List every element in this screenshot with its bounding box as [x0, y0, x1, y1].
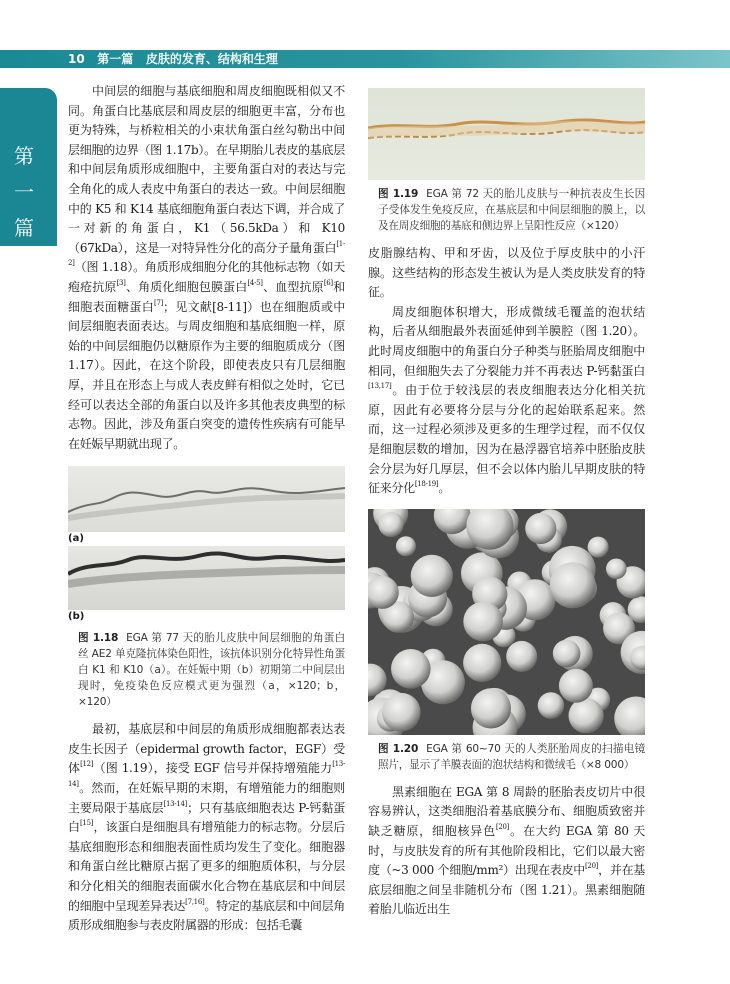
sem-vesicle	[411, 555, 453, 597]
caption-text	[378, 188, 645, 232]
figure-1-18-caption	[60, 630, 345, 710]
citation: [18-19]	[414, 480, 439, 489]
text-run: 、血型抗原	[262, 279, 324, 294]
citation: [13-14]	[68, 760, 346, 789]
text-run: 最初，基底层和中间层的角质形成细胞都表达表皮生长因子（epidermal growth factor，EGF）受体	[68, 722, 345, 776]
text-run: 。在大约 EGA 第 80 天时，与皮肤发育的所有其他阶段相比，它们以最大密度（~3 000 个细胞/mm²）出现在表皮中	[368, 823, 645, 878]
text-run: 。由于位于较浅层的表皮细胞表达分化相关抗原，因此有必要将分层与分化的起始联系起来。然而，这一过程必须涉及更多的生理学过程，而不仅仅是细胞层数的增加，因为在悬浮器官培养中胚胎皮肤会分层为好几厚层，但不会以体内胎儿早期皮肤的特征来分化	[368, 383, 645, 496]
part-label: 第一篇	[97, 52, 134, 66]
figure-1-19-caption	[360, 186, 645, 234]
caption-number: 图 1.18	[78, 632, 119, 645]
sem-vesicle	[525, 513, 556, 544]
caption-number: 图 1.19	[378, 188, 419, 200]
right-column	[368, 88, 645, 920]
text-run: 、角质化细胞包膜蛋白	[125, 279, 248, 294]
text-run: （图 1.19），接受 EGF 信号并保持增殖能力	[93, 761, 333, 776]
citation: [12]	[80, 760, 94, 769]
citation: [6]	[323, 278, 333, 287]
sem-vesicle	[550, 562, 596, 608]
sem-vesicle	[538, 692, 564, 718]
text-run: 中间层的细胞与基底细胞和周皮细胞既相似又不同。角蛋白比基底层和周皮层的细胞更丰富，分布也更为特殊，与桥粒相关的小束状角蛋白丝勾勒出中间层细胞的边界（图 1.17b）。在早期胎儿表皮的基底层和中间层角质形成细胞中，主要角蛋白对的表达与完全角化的成人表皮中角蛋白的表达一致。中间层细胞中的 K5 和 K14 基底细胞角蛋白表达下调，并合成了一对新的角蛋白，K1（56.5kDa）和 K10（67kDa），这是一对特异性分化的高分子量角蛋白	[68, 84, 345, 255]
citation: [15]	[80, 819, 94, 828]
text-run: EGA 第 60~70 天的人类胚胎周皮的扫描电镜照片，显示了羊膜表面的泡状结构和微绒毛（×8 000）	[378, 742, 645, 771]
caption-text	[378, 743, 645, 771]
sem-vesicle	[506, 641, 537, 672]
sem-vesicle	[471, 688, 511, 728]
caption-number: 图 1.20	[378, 742, 419, 755]
text-run: 皮脂腺结构、甲和牙齿，以及位于厚皮肤中的小汗腺。这些结构的形态发生被认为是人类皮肤发育的特征。	[368, 246, 645, 300]
side-tab-char: 篇	[14, 216, 34, 240]
figure-label-b: (b)	[68, 611, 85, 623]
right-paragraph-3	[368, 783, 645, 920]
sem-vesicle	[553, 639, 581, 667]
text-run: ，并在基底层细胞之间呈非随机分布（图 1.21）。黑素细胞随着胎儿临近出生	[368, 863, 645, 917]
text-run: 和细胞表面糖蛋白	[68, 279, 345, 314]
text-run: 。特定的基底层和中间层角质形成细胞参与表皮附属器的形成：包括毛囊	[68, 898, 345, 933]
figure-1-20-sem-image	[368, 509, 645, 735]
text-run: ，该蛋白是细胞具有增殖能力的标志物。分层后基底细胞形态和细胞表面性质均发生了变化。细胞器和角蛋白丝比糖原占据了更多的细胞质体积，与分层和分化相关的细胞表面碳水化合物在基底层和中间层的细胞中呈现差异表达	[68, 820, 346, 913]
citation: [13-14]	[163, 799, 188, 808]
figure-1-20-caption	[360, 741, 645, 773]
sem-vesicle	[378, 512, 403, 537]
sem-vesicle	[588, 536, 609, 557]
text-run: ；只有基底细胞表达 P-钙黏蛋白	[68, 800, 345, 835]
text-run: 。然而，在妊娠早期的末期，有增殖能力的细胞则主要局限于基底层	[68, 781, 345, 815]
sem-vesicle	[463, 644, 501, 682]
caption-text	[78, 632, 345, 708]
text-run: EGA 第 77 天的胎儿皮肤中间层细胞的角蛋白丝 AE2 单克隆抗体染色阳性，该抗体识别分化特异性角蛋白 K1 和 K10（a）。在妊娠中期（b）初期第二中间层出现时，免疫染色反应模式更为强烈（a，×120；b，×120）	[78, 632, 345, 709]
citation: [4-5]	[247, 278, 263, 287]
sem-vesicle	[606, 558, 627, 579]
text-run: 。	[438, 481, 451, 496]
citation: [20]	[495, 822, 510, 831]
figure-1-18a-image	[68, 466, 345, 532]
right-paragraph-1	[368, 244, 645, 303]
citation: [1-2]	[68, 239, 345, 268]
citation: [7]	[154, 298, 164, 307]
text-run: （图 1.18）。角质形成细胞分化的其他标志物（如天疱疮抗原	[68, 260, 345, 294]
sem-vesicle	[391, 649, 431, 689]
sem-vesicle	[614, 696, 645, 735]
left-paragraph-2	[68, 720, 345, 936]
text-run: 黑素细胞在 EGA 第 8 周龄的胚胎表皮切片中很容易辨认，这类细胞沿着基底膜分布、细胞质致密并缺乏糖原，细胞核异色	[368, 784, 645, 838]
sem-vesicle	[559, 669, 593, 703]
citation: [20]	[585, 862, 599, 871]
page-number: 10	[68, 52, 85, 66]
left-column	[68, 82, 345, 936]
sem-vesicle	[396, 536, 416, 556]
figure-label-a: (a)	[68, 533, 84, 545]
text-run: ；见文献[8-11]）也在细胞质或中间层细胞表面表达。与周皮细胞和基底细胞一样，原始的中间层细胞仍以糖原作为主要的细胞质成分（图 1.17）。因此，在这个阶段，即使表皮只有几层细胞厚，并且在形态上与成人表皮鲜有相似之处时，它已经可以表达全部的角蛋白以及许多其他表皮典型的标志物。因此，涉及角蛋白突变的遗传性疾病有可能早在妊娠早期就出现了。	[68, 299, 345, 451]
citation: [7,16]	[185, 897, 205, 906]
header-text	[68, 50, 278, 68]
sem-vesicle	[382, 693, 421, 732]
sem-vesicle	[569, 698, 604, 733]
text-run: 周皮细胞体积增大，形成微绒毛覆盖的泡状结构，后者从细胞最外表面延伸到羊膜腔（图 1.20）。此时周皮细胞中的角蛋白分子种类与胚胎周皮细胞中相同，但细胞失去了分裂能力并不再表达 P-钙黏蛋白	[368, 304, 645, 378]
citation: [13,17]	[368, 382, 392, 391]
text-run: EGA 第 72 天的胎儿皮肤与一种抗表皮生长因子受体发生免疫反应，在基底层和中间层细胞的膜上，以及在周皮细胞的基底和侧边界上呈阳性反应（×120）	[378, 188, 645, 232]
left-paragraph-1	[68, 82, 345, 454]
figure-1-18b-image	[68, 546, 345, 610]
right-paragraph-2	[368, 303, 645, 499]
citation: [3]	[116, 278, 126, 287]
part-side-tab	[0, 88, 57, 246]
figure-1-19-image	[368, 88, 645, 180]
chapter-title: 皮肤的发育、结构和生理	[145, 52, 278, 66]
sem-vesicle	[463, 601, 503, 641]
running-header	[0, 50, 730, 68]
side-tab-char: 一	[14, 180, 34, 204]
side-tab-char: 第	[14, 144, 34, 168]
